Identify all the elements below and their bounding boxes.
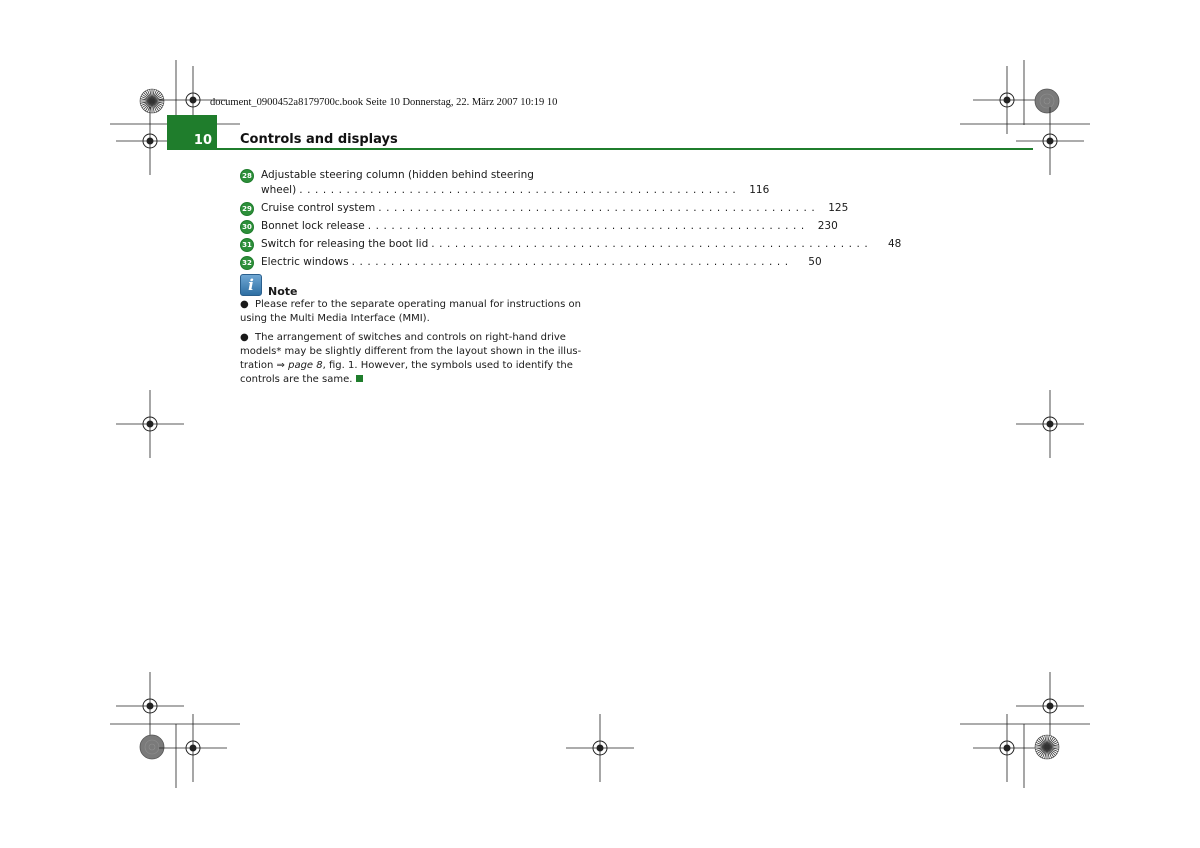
print-slug: document_0900452a8179700c.book Seite 10 Donnerstag, 22. März 2007 10:19 10 [210,97,558,108]
item-page-link[interactable]: 48 [887,238,902,250]
note-bullet-text: The arrangement of switches and controls on right-hand drive models* may be slightly different from the layout shown in the illus-tration [240,332,582,371]
item-number-badge: 30 [240,220,254,234]
item-label-cont: wheel) [261,184,297,196]
item-label: Adjustable steering column (hidden behind steering [261,169,534,181]
leader-dots: . . . . . . . . . . . . . . . . . . . . . . . . . . . . . . . . . . . . . . . . . . . . . . . . . . . . . . . . [351,256,789,268]
item-label: Cruise control system [261,202,376,214]
item-label: Switch for releasing the boot lid [261,238,429,250]
list-item [240,255,822,270]
item-label: Electric windows [261,256,349,268]
page-reference-link[interactable]: page 8 [288,360,323,371]
note-label: Note [268,285,298,298]
leader-dots: . . . . . . . . . . . . . . . . . . . . . . . . . . . . . . . . . . . . . . . . . . . . . . . . . . . . . . . . [299,184,737,196]
leader-dots: . . . . . . . . . . . . . . . . . . . . . . . . . . . . . . . . . . . . . . . . . . . . . . . . . . . . . . . . [431,238,869,250]
note-heading [240,274,297,296]
note-body [240,298,585,392]
list-item [240,201,849,216]
header-rule [167,148,1033,150]
bullet-dot: ● [240,299,249,310]
note-bullet-text-cont: , fig. 1. However, the symbols used to identify the controls are the same. [240,360,573,385]
item-number-badge: 31 [240,238,254,252]
note-bullet [240,331,585,387]
list-item [240,237,902,252]
item-label: Bonnet lock release [261,220,365,232]
list-item [240,168,770,198]
item-page-link[interactable]: 230 [817,220,838,232]
item-page-link[interactable]: 116 [749,184,770,196]
item-number-badge: 28 [240,169,254,183]
leader-dots: . . . . . . . . . . . . . . . . . . . . . . . . . . . . . . . . . . . . . . . . . . . . . . . . . . . . . . . . [367,220,805,232]
bullet-dot: ● [240,332,249,343]
info-icon: i [240,274,262,296]
page-number: 10 [167,115,217,150]
item-number-badge: 32 [240,256,254,270]
item-page-link[interactable]: 50 [808,256,822,268]
item-number-badge: 29 [240,202,254,216]
list-item [240,219,838,234]
leader-dots: . . . . . . . . . . . . . . . . . . . . . . . . . . . . . . . . . . . . . . . . . . . . . . . . . . . . . . . . [378,202,816,214]
note-bullet [240,298,585,326]
item-page-link[interactable]: 125 [828,202,849,214]
page-title: Controls and displays [240,132,398,147]
section-end-marker [356,375,363,382]
item-list [240,168,902,273]
reference-arrow: ⇒ [276,360,285,371]
note-bullet-text: Please refer to the separate operating manual for instructions on using the Multi Media Interface (MMI). [240,299,581,324]
